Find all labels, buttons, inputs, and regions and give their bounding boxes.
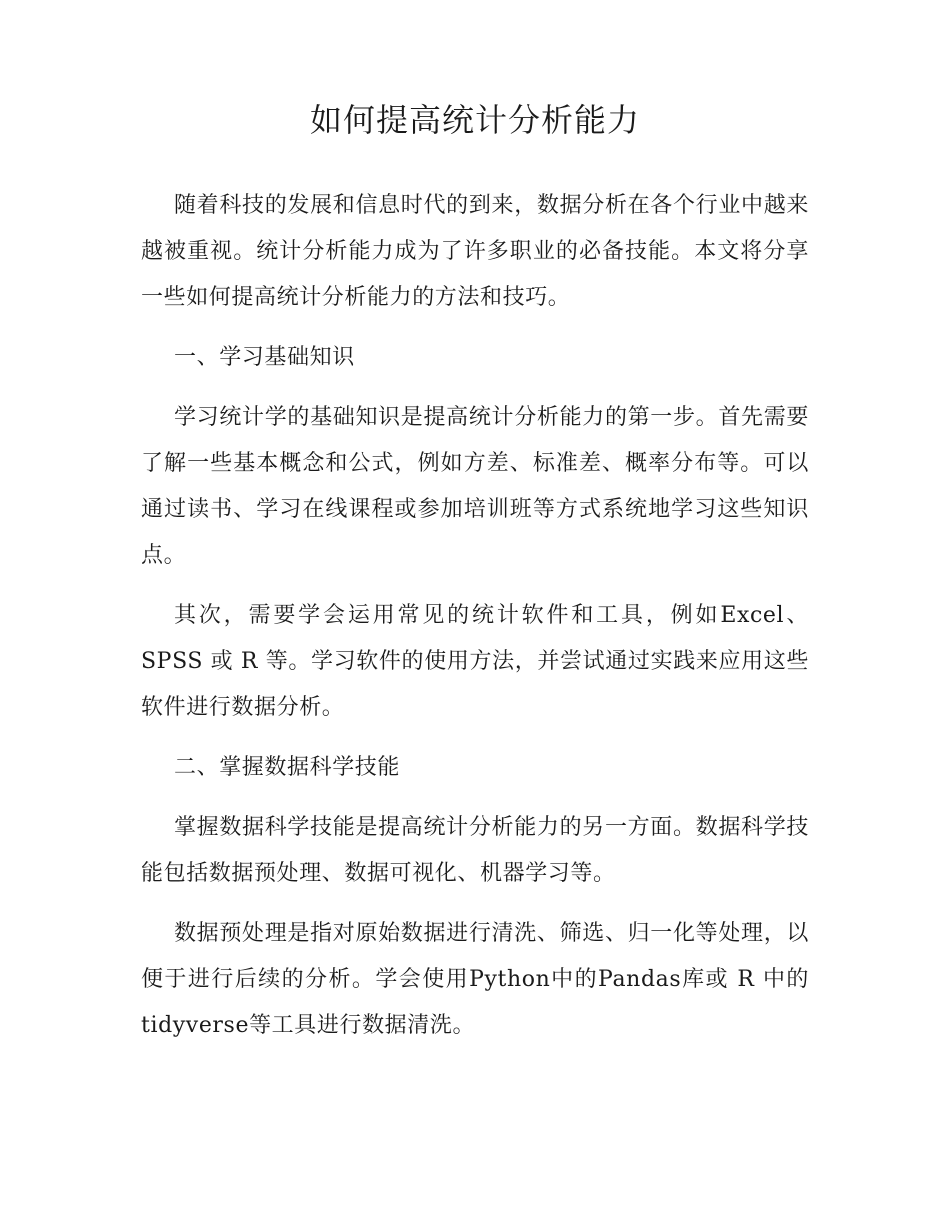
section-heading-data-science: 二、掌握数据科学技能	[174, 755, 401, 780]
section-heading-basics: 一、学习基础知识	[174, 345, 355, 370]
data-science-paragraph-2: 数据预处理是指对原始数据进行清洗、筛选、归一化等处理，以便于进行后续的分析。学会使用Python中的Pandas库或 R 中的tidyverse等工具进行数据清洗。	[141, 921, 809, 1038]
basics-paragraph-1: 学习统计学的基础知识是提高统计分析能力的第一步。首先需要了解一些基本概念和公式，例如方差、标准差、概率分布等。可以通过读书、学习在线课程或参加培训班等方式系统地学习这些知识点。	[141, 405, 809, 568]
data-science-paragraph-1: 掌握数据科学技能是提高统计分析能力的另一方面。数据科学技能包括数据预处理、数据可视化、机器学习等。	[141, 815, 809, 886]
basics-paragraph-2: 其次，需要学会运用常见的统计软件和工具，例如Excel、SPSS 或 R 等。学习软件的使用方法，并尝试通过实践来应用这些软件进行数据分析。	[141, 603, 809, 720]
document-title: 如何提高统计分析能力	[309, 101, 640, 139]
intro-paragraph: 随着科技的发展和信息时代的到来，数据分析在各个行业中越来越被重视。统计分析能力成为了许多职业的必备技能。本文将分享一些如何提高统计分析能力的方法和技巧。	[141, 193, 809, 310]
document-body	[141, 183, 809, 1063]
